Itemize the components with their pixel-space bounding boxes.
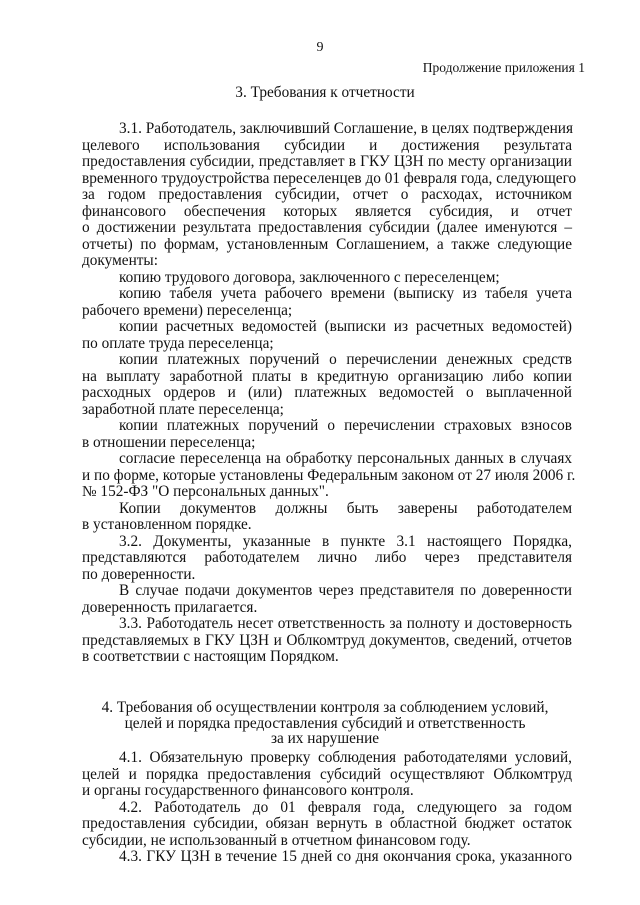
text-line: копию трудового договора, заключенного с переселенцем; bbox=[119, 268, 500, 286]
text-line: 4.2. Работодатель до 01 февраля года, следующего за годом bbox=[119, 798, 572, 816]
continuation-note: Продолжение приложения 1 bbox=[422, 60, 585, 75]
section-3-heading: 3. Требования к отчетности bbox=[235, 84, 415, 101]
heading-line: целей и порядка предоставления субсидий и ответственность bbox=[124, 714, 526, 732]
text-line: документы: bbox=[82, 252, 158, 269]
text-line: за годом предоставления субсидии, отчет о расходах, источником bbox=[82, 186, 572, 203]
section-4-heading bbox=[60, 700, 590, 747]
text-line: согласие переселенца на обработку персональных данных в случаях bbox=[119, 450, 572, 467]
text-line: в установленном порядке. bbox=[82, 516, 252, 533]
text-line: в соответствии с настоящим Порядком. bbox=[82, 648, 339, 665]
text-line: на выплату заработной платы в кредитную организацию либо копии bbox=[82, 367, 572, 385]
heading-line: 4. Требования об осуществлении контроля за соблюдением условий, bbox=[101, 699, 549, 716]
text-line: заработной плате переселенца; bbox=[82, 400, 284, 418]
text-line: по оплате труда переселенца; bbox=[82, 334, 274, 352]
text-line: представляются работодателем лично либо через представителя bbox=[82, 549, 572, 566]
text-line: 4.1. Обязательную проверку соблюдения работодателями условий, bbox=[119, 749, 572, 766]
text-line: 3.3. Работодатель несет ответственность за полноту и достоверность bbox=[119, 615, 572, 632]
text-line: В случае подачи документов через представителя по доверенности bbox=[119, 582, 572, 599]
text-line: предоставления субсидии, обязан вернуть в областной бюджет остаток bbox=[82, 815, 572, 832]
heading-line: за их нарушение bbox=[270, 730, 380, 747]
text-line: № 152-ФЗ "О персональных данных". bbox=[82, 483, 329, 500]
text-line: рабочего времени) переселенца; bbox=[82, 301, 293, 319]
text-line: субсидии, не использованный в отчетном финансовом году. bbox=[82, 831, 471, 849]
text-line: о достижении результата предоставления субсидии (далее именуются – bbox=[82, 219, 572, 236]
text-line: временного трудоустройства переселенцев до 01 февраля года, следующего bbox=[82, 169, 577, 187]
text-line: и по форме, которые установлены Федеральным законом от 27 июля 2006 г. bbox=[82, 466, 576, 484]
text-line: расходных ордеров и (или) платежных ведомостей о выплаченной bbox=[82, 384, 572, 401]
section-4-body bbox=[82, 750, 572, 866]
text-line: 3.2. Документы, указанные в пункте 3.1 настоящего Порядка, bbox=[119, 532, 572, 550]
text-line: копию табеля учета рабочего времени (выписку из табеля учета bbox=[119, 285, 572, 302]
text-line: и органы государственного финансового контроля. bbox=[82, 782, 414, 799]
text-line: финансового обеспечения которых является субсидия, и отчет bbox=[82, 202, 572, 220]
text-line: 3.1. Работодатель, заключивший Соглашение, в целях подтверждения bbox=[119, 120, 574, 137]
text-line: копии расчетных ведомостей (выписки из расчетных ведомостей) bbox=[119, 318, 572, 335]
text-line: предоставления субсидии, представляет в ГКУ ЦЗН по месту организации bbox=[82, 153, 572, 170]
page-number: 9 bbox=[316, 40, 324, 55]
text-line: отчеты) по формам, установленным Соглашением, а также следующие bbox=[82, 235, 572, 253]
text-line: представляемых в ГКУ ЦЗН и Облкомтруд документов, сведений, отчетов bbox=[82, 631, 572, 649]
text-line: копии платежных поручений о перечислении денежных средств bbox=[119, 351, 572, 368]
text-line: целевого использования субсидии и достижения результата bbox=[82, 136, 572, 154]
text-line: Копии документов должны быть заверены работодателем bbox=[119, 499, 572, 517]
text-line: в отношении переселенца; bbox=[82, 433, 256, 451]
text-line: по доверенности. bbox=[82, 565, 196, 583]
text-line: 4.3. ГКУ ЦЗН в течение 15 дней со дня окончания срока, указанного bbox=[119, 848, 572, 865]
text-line: копии платежных поручений о перечислении страховых взносов bbox=[119, 417, 572, 434]
section-3-body bbox=[82, 120, 577, 666]
text-line: целей и порядка предоставления субсидий осуществляют Облкомтруд bbox=[82, 765, 572, 783]
text-line: доверенность прилагается. bbox=[82, 598, 258, 616]
